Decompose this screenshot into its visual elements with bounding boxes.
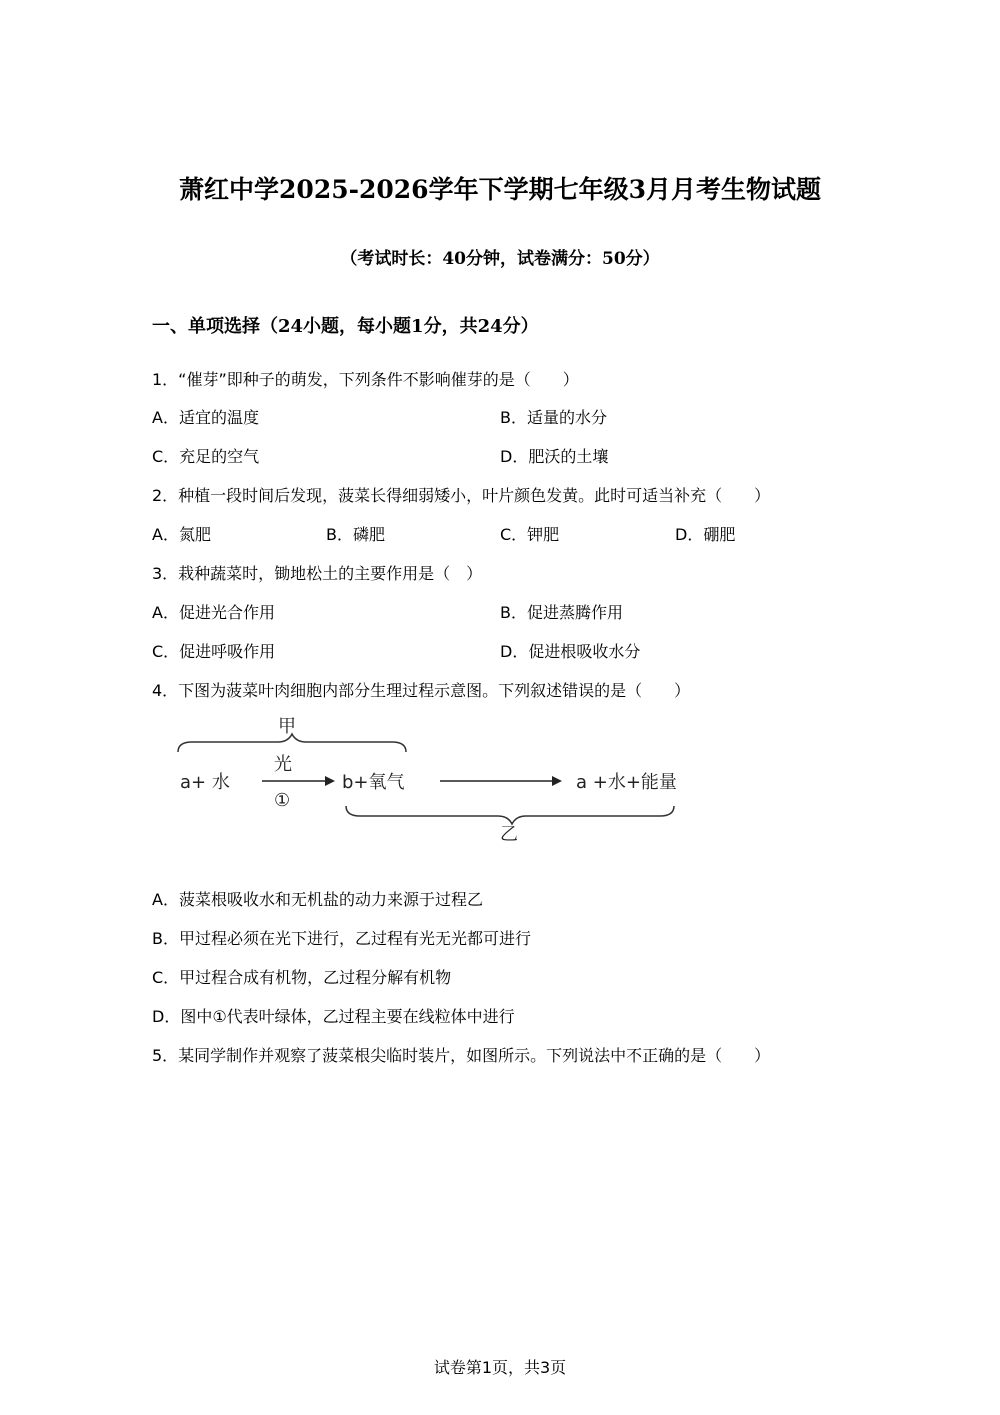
question-2-option-c: C．钾肥	[500, 525, 560, 544]
question-3-option-d: D．促进根吸收水分	[500, 642, 641, 661]
question-1-option-b: B．适量的水分	[500, 408, 607, 427]
label-yi: 乙	[500, 824, 518, 845]
question-1-option-c: C．充足的空气	[152, 447, 260, 466]
question-2-option-a: A．氮肥	[152, 525, 211, 544]
question-3-option-b: B．促进蒸腾作用	[500, 603, 623, 622]
arrow-1-head	[325, 776, 335, 786]
question-3-stem: 3．栽种蔬菜时，锄地松土的主要作用是（ ）	[152, 564, 483, 583]
brace-yi	[346, 806, 674, 824]
product-middle: b+氧气	[342, 772, 405, 793]
arrow1-organelle-label: ①	[274, 790, 291, 811]
question-5-stem: 5．某同学制作并观察了菠菜根尖临时装片，如图所示。下列说法中不正确的是（ ）	[152, 1046, 771, 1065]
page-footer: 试卷第1页，共3页	[433, 1358, 567, 1377]
reactant-left: a+ 水	[180, 772, 230, 793]
arrow1-light-label: 光	[274, 754, 292, 775]
page-title: 萧红中学2025-2026学年下学期七年级3月月考生物试题	[179, 175, 821, 204]
question-2-stem: 2．种植一段时间后发现，菠菜长得细弱矮小，叶片颜色发黄。此时可适当补充（ ）	[152, 486, 771, 505]
label-jia: 甲	[278, 716, 296, 737]
question-4-option-c: C．甲过程合成有机物，乙过程分解有机物	[152, 968, 452, 987]
question-3-option-c: C．促进呼吸作用	[152, 642, 276, 661]
question-4-option-a: A．菠菜根吸收水和无机盐的动力来源于过程乙	[152, 890, 483, 909]
question-1-stem: 1．“催芽”即种子的萌发，下列条件不影响催芽的是（ ）	[152, 370, 579, 389]
question-4-option-d: D．图中①代表叶绿体，乙过程主要在线粒体中进行	[152, 1007, 515, 1026]
question-2-option-d: D．硼肥	[675, 525, 736, 544]
photosynthesis-respiration-diagram	[170, 708, 730, 848]
question-4-stem: 4．下图为菠菜叶肉细胞内部分生理过程示意图。下列叙述错误的是（ ）	[152, 681, 691, 700]
section-heading: 一、单项选择（24小题，每小题1分，共24分）	[152, 316, 539, 337]
question-1-option-d: D．肥沃的土壤	[500, 447, 609, 466]
arrow-2-head	[552, 776, 562, 786]
question-1-option-a: A．适宜的温度	[152, 408, 259, 427]
question-2-option-b: B．磷肥	[326, 525, 385, 544]
product-right: a +水+能量	[576, 772, 677, 793]
question-4-option-b: B．甲过程必须在光下进行，乙过程有光无光都可进行	[152, 929, 531, 948]
question-3-option-a: A．促进光合作用	[152, 603, 275, 622]
exam-info: （考试时长：40分钟，试卷满分：50分）	[340, 249, 660, 269]
